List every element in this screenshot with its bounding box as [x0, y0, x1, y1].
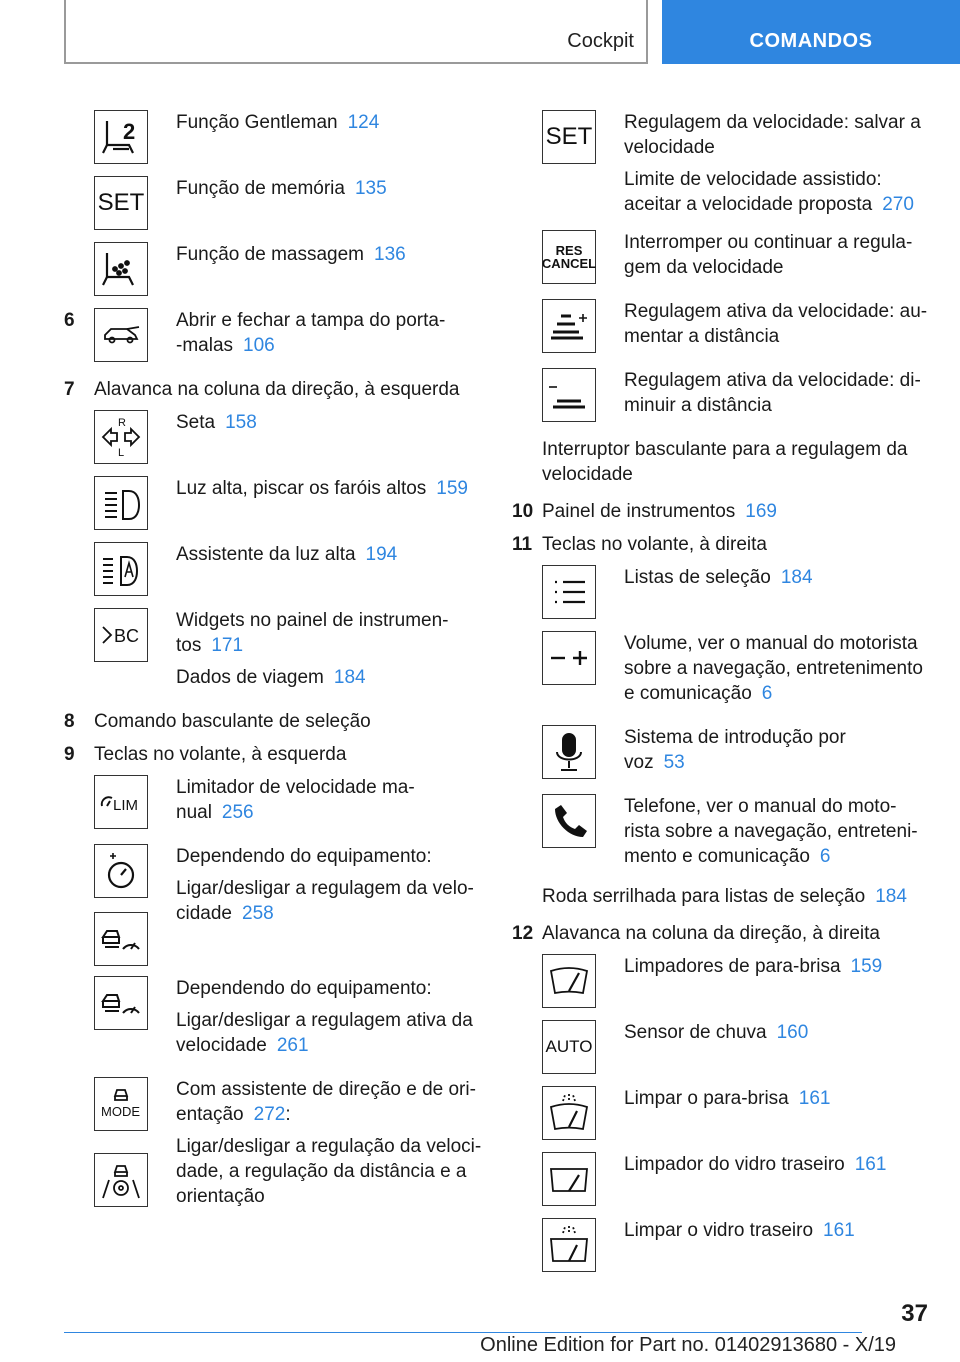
page-ref-link[interactable]: 6: [761, 683, 773, 704]
phone-text-line2: rista sobre a navegação, entreteni-: [624, 821, 918, 842]
cruise-text-line1: Ligar/desligar a regulagem da velo-: [176, 878, 474, 899]
speed-limiter-icon: [94, 775, 148, 829]
list-item-lists: [512, 565, 942, 619]
tailgate-text-line1: Abrir e fechar a tampa do porta-: [176, 310, 446, 331]
mode-button-icon: [94, 1077, 148, 1131]
highbeam-label: Luz alta, piscar os faróis altos: [176, 478, 427, 499]
heading-text: Alavanca na coluna da direção, à direita: [542, 923, 881, 944]
list-item-distance-plus: [512, 299, 942, 356]
page-ref-link[interactable]: 169: [745, 501, 777, 522]
header-tab-section: [64, 0, 648, 64]
washer-label: Limpar o para-brisa: [624, 1088, 789, 1109]
tailgate-text-line2: -malas: [176, 335, 234, 356]
list-item-cruise-control: [64, 844, 484, 966]
page-ref-link[interactable]: 159: [436, 478, 468, 499]
acc-text-line1: Ligar/desligar a regulagem ativa da: [176, 1010, 473, 1031]
microphone-icon: [542, 725, 596, 779]
heading-text: Painel de instrumentos: [542, 501, 736, 522]
page-ref-link[interactable]: 258: [242, 903, 274, 924]
header-section-title: Cockpit: [567, 30, 634, 52]
svg-text:L: L: [118, 447, 125, 459]
heading-text: Teclas no volante, à esquerda: [94, 744, 347, 765]
list-item-voice: [512, 725, 942, 782]
turn-label: Seta: [176, 412, 216, 433]
phone-icon: [542, 794, 596, 848]
rescancel-text-line2: gem da velocidade: [624, 257, 784, 278]
volume-text-line1: Volume, ver o manual do motorista: [624, 633, 918, 654]
mode-text-line2: entação: [176, 1104, 244, 1125]
section-heading-9: [64, 742, 484, 767]
list-item-gentleman: [64, 110, 484, 164]
list-item-volume: [512, 631, 942, 713]
widgets-text-line2: tos: [176, 635, 202, 656]
list-item-memory: [64, 176, 484, 230]
memory-label: Função de memória: [176, 178, 345, 199]
page-ref-link[interactable]: 184: [780, 567, 813, 588]
svg-text:LIM: LIM: [113, 797, 139, 814]
acc-text-line2: velocidade: [176, 1035, 267, 1056]
steering-assist-icon: [94, 1153, 148, 1207]
distplus-text-line1: Regulagem ativa da velocidade: au-: [624, 301, 928, 322]
list-item-distance-minus: [512, 368, 942, 425]
list-item-washer: [512, 1086, 942, 1140]
footer-divider: [64, 1332, 862, 1333]
item-number: 10: [512, 501, 534, 522]
limiter-text-line2: nual: [176, 802, 212, 823]
acc-dependence-note: Dependendo do equipamento:: [176, 978, 432, 999]
distance-increase-icon: [542, 299, 596, 353]
res-cancel-button-icon: RES CANCEL: [542, 230, 596, 284]
auto-button-icon: AUTO: [542, 1020, 596, 1074]
page-ref-link[interactable]: 161: [798, 1088, 831, 1109]
mode2-text-line2: dade, a regulação da distância e a: [176, 1161, 467, 1182]
list-item-active-cruise: [64, 976, 484, 1065]
list-item-res-cancel: [512, 230, 942, 287]
list-item-turn-signal: [64, 410, 484, 464]
svg-text:BC: BC: [114, 626, 140, 646]
limiter-text-line1: Limitador de velocidade ma-: [176, 777, 415, 798]
distminus-text-line1: Regulagem ativa da velocidade: di-: [624, 370, 921, 391]
item-number: 7: [64, 379, 75, 400]
list-item-massage: [64, 242, 484, 296]
widgets-text-line1: Widgets no painel de instrumen-: [176, 610, 449, 631]
page-ref-link[interactable]: 124: [347, 112, 380, 133]
left-column: [64, 110, 484, 1226]
right-column: [512, 110, 942, 1284]
set-button-icon: SET: [94, 176, 148, 230]
list-icon: [542, 565, 596, 619]
turn-signal-icon: [94, 410, 148, 464]
page-ref-link[interactable]: 184: [333, 667, 366, 688]
header-chapter-title: COMANDOS: [749, 30, 873, 52]
section-heading-10: [512, 499, 942, 524]
volume-text-line2: sobre a navegação, entretenimento: [624, 658, 923, 679]
windshield-washer-icon: [542, 1086, 596, 1140]
cruise-dependence-note: Dependendo do equipamento:: [176, 846, 432, 867]
item-number: 6: [64, 310, 75, 331]
item-number: 11: [512, 534, 533, 555]
svg-text:2: 2: [123, 119, 136, 144]
list-item-rear-wiper: [512, 1152, 942, 1206]
section-heading-8: [64, 709, 484, 734]
voice-text-line1: Sistema de introdução por: [624, 727, 846, 748]
mode2-text-line3: orientação: [176, 1186, 265, 1207]
section-heading-11: [512, 532, 942, 557]
phone-text-line3: mento e comunicação: [624, 846, 810, 867]
mode2-text-line1: Ligar/desligar a regulação da veloci-: [176, 1136, 482, 1157]
page-ref-link[interactable]: 261: [276, 1035, 309, 1056]
gentleman-label: Função Gentleman: [176, 112, 338, 133]
rescancel-text-line1: Interromper ou continuar a regula-: [624, 232, 913, 253]
page-ref-link[interactable]: 106: [243, 335, 275, 356]
highbeam-assist-label: Assistente da luz alta: [176, 544, 356, 565]
lists-label: Listas de seleção: [624, 567, 771, 588]
cruise-control-icon: [94, 844, 148, 898]
heading-text: Teclas no volante, à direita: [542, 534, 767, 555]
list-item-rear-washer: [512, 1218, 942, 1272]
rear-wiper-label: Limpador do vidro traseiro: [624, 1154, 845, 1175]
rocker-switch-text: Interruptor basculante para a regulagem da velocidade: [542, 439, 908, 485]
distplus-text-line2: mentar a distância: [624, 326, 780, 347]
active-cruise-control-icon: [94, 976, 148, 1030]
page-ref-link[interactable]: 160: [776, 1022, 809, 1043]
page-ref-link[interactable]: 158: [225, 412, 257, 433]
page-ref-link[interactable]: 161: [823, 1220, 855, 1241]
high-beam-icon: [94, 476, 148, 530]
footer-edition-text: Online Edition for Part no. 01402913680 - X/19: [480, 1334, 896, 1356]
item-number: 8: [64, 711, 75, 732]
volume-plus-minus-icon: [542, 631, 596, 685]
rear-washer-icon: [542, 1218, 596, 1272]
volume-text-line3: e comunicação: [624, 683, 752, 704]
list-item-rain-sensor: [512, 1020, 942, 1074]
list-item-high-beam: [64, 476, 484, 530]
page-number: 37: [901, 1300, 928, 1327]
page-ref-link[interactable]: 184: [875, 886, 907, 907]
list-item-high-beam-assist: [64, 542, 484, 596]
page-ref-link[interactable]: 272: [253, 1104, 286, 1125]
list-item-6: [64, 308, 484, 365]
cruise-text-line2: cidade: [176, 903, 232, 924]
set-text-line3: Limite de velocidade assistido:: [624, 169, 882, 190]
thumbwheel-text: Roda serrilhada para listas de seleção 184: [542, 886, 907, 907]
list-item-mode: MODE Com assistente de direção e de ori- entação 272: Ligar/desligar a regulação da veloci- dade, a regulação da distância e a orientação: [64, 1077, 484, 1216]
page-ref-link[interactable]: 270: [882, 194, 914, 215]
page-ref-link[interactable]: 194: [365, 544, 398, 565]
list-item-limiter: [64, 775, 484, 832]
heading-text: Alavanca na coluna da direção, à esquerda: [94, 379, 460, 400]
phone-text-line1: Telefone, ver o manual do moto-: [624, 796, 897, 817]
set-text-line4: aceitar a velocidade proposta: [624, 194, 873, 215]
page-ref-link[interactable]: 159: [850, 956, 883, 977]
page-ref-link[interactable]: 6: [819, 846, 831, 867]
set-text-line1: Regulagem da velocidade: salvar a: [624, 112, 921, 133]
list-item-phone: [512, 794, 942, 876]
distance-decrease-icon: [542, 368, 596, 422]
set-text-line2: velocidade: [624, 137, 715, 158]
car-tailgate-icon: [94, 308, 148, 362]
page-ref-link[interactable]: 136: [374, 244, 406, 265]
massage-label: Função de massagem: [176, 244, 364, 265]
page-ref-link[interactable]: 161: [854, 1154, 887, 1175]
section-heading-12: [512, 921, 942, 946]
page-ref-link[interactable]: 53: [663, 752, 685, 773]
distminus-text-line2: minuir a distância: [624, 395, 772, 416]
active-cruise-control-icon: [94, 912, 148, 966]
high-beam-assist-icon: [94, 542, 148, 596]
set-button-icon: SET: [542, 110, 596, 164]
mode-text-line1: Com assistente de direção e de ori-: [176, 1079, 476, 1100]
page-ref-link[interactable]: 256: [221, 802, 254, 823]
list-item-set: [512, 110, 942, 224]
seat-gentleman-icon: [94, 110, 148, 164]
trip-data-label: Dados de viagem: [176, 667, 324, 688]
section-heading-7: [64, 377, 484, 402]
list-item-widgets: [64, 608, 484, 697]
seat-massage-icon: [94, 242, 148, 296]
list-item-wipers: [512, 954, 942, 1008]
item-number: 9: [64, 744, 75, 765]
item-number: 12: [512, 923, 534, 944]
page-ref-link[interactable]: 171: [211, 635, 244, 656]
wipers-label: Limpadores de para-brisa: [624, 956, 841, 977]
page-ref-link[interactable]: 135: [354, 178, 387, 199]
rear-wiper-icon: [542, 1152, 596, 1206]
rear-washer-label: Limpar o vidro traseiro: [624, 1220, 814, 1241]
svg-text:R: R: [118, 417, 126, 429]
heading-text: Comando basculante de seleção: [94, 711, 371, 732]
voice-text-line2: voz: [624, 752, 654, 773]
bc-button-icon: [94, 608, 148, 662]
windshield-wiper-icon: [542, 954, 596, 1008]
svg-text:MODE: MODE: [101, 1104, 140, 1119]
rain-label: Sensor de chuva: [624, 1022, 767, 1043]
